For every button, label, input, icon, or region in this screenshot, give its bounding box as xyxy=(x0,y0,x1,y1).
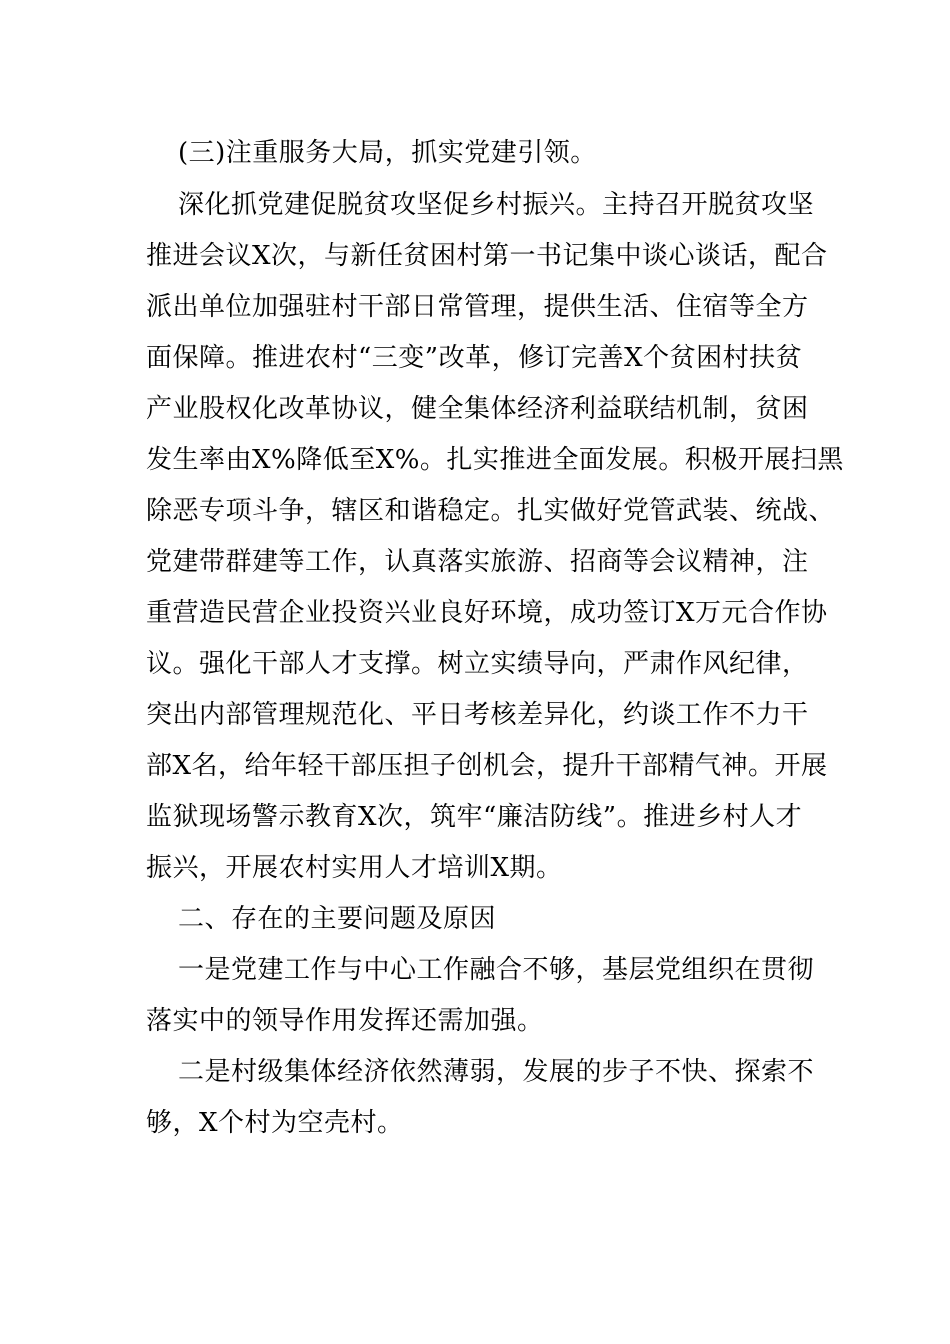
paragraph-line: 发生率由X%降低至X%。扎实推进全面发展。积极开展扫黑 xyxy=(146,445,844,475)
paragraph-line: 二是村级集体经济依然薄弱，发展的步子不快、探索不 xyxy=(178,1057,815,1087)
paragraph-line: 派出单位加强驻村干部日常管理，提供生活、住宿等全方 xyxy=(146,292,809,322)
paragraph-line: 党建带群建等工作，认真落实旅游、招商等会议精神，注 xyxy=(146,547,809,577)
paragraph-line: 振兴，开展农村实用人才培训X期。 xyxy=(146,853,563,883)
paragraph-line: 深化抓党建促脱贫攻坚促乡村振兴。主持召开脱贫攻坚 xyxy=(178,190,815,220)
paragraph-line: 除恶专项斗争，辖区和谐稳定。扎实做好党管武装、统战、 xyxy=(146,496,836,526)
paragraph-line: 部X名，给年轻干部压担子创机会，提升干部精气神。开展 xyxy=(146,751,828,781)
paragraph-line: 产业股权化改革协议，健全集体经济利益联结机制，贫困 xyxy=(146,394,809,424)
paragraph-line: 突出内部管理规范化、平日考核差异化，约谈工作不力干 xyxy=(146,700,809,730)
paragraph-line: 议。强化干部人才支撑。树立实绩导向，严肃作风纪律， xyxy=(146,649,809,679)
paragraph-line: 监狱现场警示教育X次，筑牢“廉洁防线”。推进乡村人才 xyxy=(146,802,803,832)
paragraph-line: 重营造民营企业投资兴业良好环境，成功签订X万元合作协 xyxy=(146,598,828,628)
paragraph-line: 推进会议X次，与新任贫困村第一书记集中谈心谈话，配合 xyxy=(146,241,828,271)
paragraph-line: 够，X个村为空壳村。 xyxy=(146,1108,404,1138)
section-heading: (三)注重服务大局，抓实党建引领。 xyxy=(178,138,597,168)
section-heading: 二、存在的主要问题及原因 xyxy=(178,904,497,934)
paragraph-line: 一是党建工作与中心工作融合不够，基层党组织在贯彻 xyxy=(178,955,815,985)
paragraph-line: 落实中的领导作用发挥还需加强。 xyxy=(146,1006,544,1036)
paragraph-line: 面保障。推进农村“三变”改革，修订完善X个贫困村扶贫 xyxy=(146,343,803,373)
